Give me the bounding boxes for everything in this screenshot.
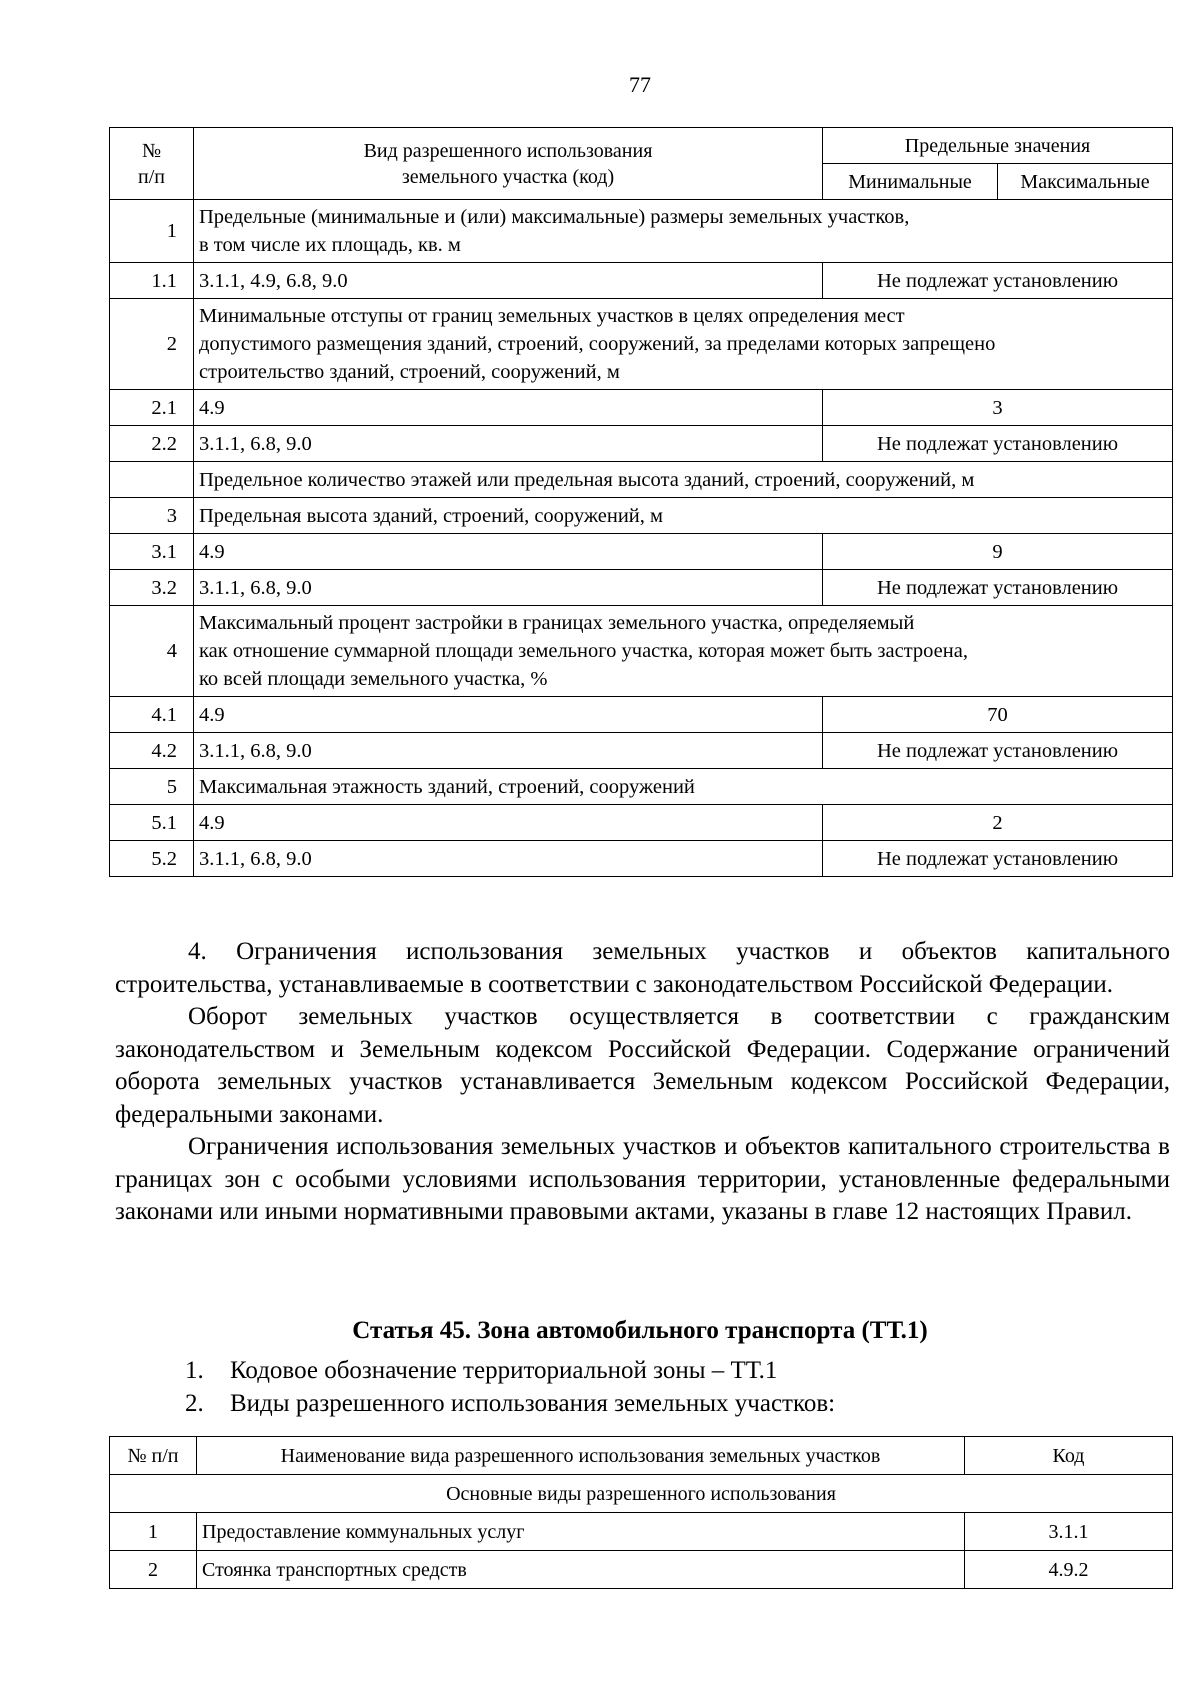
row-value: 3 — [823, 390, 1173, 426]
row-number: 2 — [110, 299, 194, 390]
limits-table — [109, 127, 1173, 877]
table-section-row — [110, 200, 1173, 263]
row-value: Не подлежат установлению — [823, 841, 1173, 877]
row-description: Предельные (минимальные и (или) максимальные) размеры земельных участков, в том числе их площадь, кв. м — [194, 200, 1173, 263]
table-section-row — [110, 299, 1173, 390]
row-number: 3.2 — [110, 570, 194, 606]
row-description: Предельная высота зданий, строений, сооружений, м — [194, 498, 1173, 534]
list-item-text: Виды разрешенного использования земельных участков: — [230, 1389, 836, 1417]
list-item-number: 2. — [185, 1389, 204, 1417]
table-row — [110, 697, 1173, 733]
list-item — [185, 1355, 835, 1388]
table-row — [110, 534, 1173, 570]
list-item — [185, 1388, 835, 1421]
row-number: 2 — [110, 1551, 197, 1589]
row-value: Не подлежат установлению — [823, 426, 1173, 462]
row-code: 4.9 — [194, 697, 823, 733]
header-cell-min: Минимальные — [823, 164, 998, 200]
row-code: 4.9 — [194, 805, 823, 841]
table-row — [110, 263, 1173, 299]
table-row — [110, 1551, 1173, 1589]
row-value: 70 — [823, 697, 1173, 733]
table-section-row — [110, 769, 1173, 805]
row-code: 4.9 — [194, 390, 823, 426]
section-title: Основные виды разрешенного использования — [110, 1475, 1173, 1513]
row-code: 3.1.1, 6.8, 9.0 — [194, 426, 823, 462]
table-header-row — [110, 1437, 1173, 1475]
header-cell-code: Код — [965, 1437, 1173, 1475]
row-value: Не подлежат установлению — [823, 733, 1173, 769]
header-cell-num: № п/п — [110, 128, 194, 200]
list-item-number: 1. — [185, 1357, 204, 1384]
table-section-row — [110, 606, 1173, 697]
page-number: 77 — [629, 72, 651, 97]
row-description: Максимальный процент застройки в границах земельного участка, определяемый как отношение суммарной площади земельного участка, которая может быть застроена, ко всей площади земельного участка, % — [194, 606, 1173, 697]
row-number: 4.1 — [110, 697, 194, 733]
table-section-row — [110, 498, 1173, 534]
list-item-text: Кодовое обозначение территориальной зоны – ТТ.1 — [230, 1357, 778, 1384]
row-number: 2.1 — [110, 390, 194, 426]
row-number: 4.2 — [110, 733, 194, 769]
row-value: 2 — [823, 805, 1173, 841]
row-code: 3.1.1, 6.8, 9.0 — [194, 733, 823, 769]
row-code: 3.1.1, 6.8, 9.0 — [194, 570, 823, 606]
paragraph: 4. Ограничения использования земельных участков и объектов капитального строительства, устанавливаемые в соответствии с законодательством Российской Федерации. — [115, 938, 1170, 998]
paragraph: Ограничения использования земельных участков и объектов капитального строительства в границах зон с особыми условиями использования территории, установленные федеральными законами или иными нормативными правовыми актами, указаны в главе 12 настоящих Правил. — [115, 1133, 1170, 1225]
row-code: 3.1.1 — [965, 1513, 1173, 1551]
header-cell-name: Наименование вида разрешенного использования земельных участков — [197, 1437, 965, 1475]
table-row — [110, 426, 1173, 462]
row-number: 1.1 — [110, 263, 194, 299]
row-name: Предоставление коммунальных услуг — [197, 1513, 965, 1551]
paragraph: Оборот земельных участков осуществляется в соответствии с гражданским законодательством и Земельным кодексом Российской Федерации. Содержание ограничений оборота земельных участков устанавливается Земельным кодексом Российской Федерации, федеральными законами. — [115, 1003, 1170, 1128]
row-number: 5.1 — [110, 805, 194, 841]
table-header-row — [110, 128, 1173, 164]
row-code: 4.9 — [194, 534, 823, 570]
table-section-row — [110, 462, 1173, 498]
table-row — [110, 733, 1173, 769]
header-cell-num: № п/п — [110, 1437, 197, 1475]
header-cell-type: Вид разрешенного использования земельного участка (код) — [194, 128, 823, 200]
table-row — [110, 841, 1173, 877]
body-text — [115, 936, 1170, 1229]
article-heading: Статья 45. Зона автомобильного транспорта (ТТ.1) — [352, 1317, 928, 1344]
row-number: 3 — [110, 498, 194, 534]
table-row — [110, 805, 1173, 841]
header-cell-max: Максимальные — [998, 164, 1173, 200]
row-number: 2.2 — [110, 426, 194, 462]
row-code: 4.9.2 — [965, 1551, 1173, 1589]
row-value: Не подлежат установлению — [823, 570, 1173, 606]
row-number: 1 — [110, 200, 194, 263]
row-number — [110, 462, 194, 498]
row-description: Предельное количество этажей или предельная высота зданий, строений, сооружений, м — [194, 462, 1173, 498]
row-code: 3.1.1, 4.9, 6.8, 9.0 — [194, 263, 823, 299]
header-cell-limits: Предельные значения — [823, 128, 1173, 164]
row-value: Не подлежат установлению — [823, 263, 1173, 299]
row-name: Стоянка транспортных средств — [197, 1551, 965, 1589]
row-description: Максимальная этажность зданий, строений, сооружений — [194, 769, 1173, 805]
numbered-list — [185, 1355, 835, 1420]
table-row — [110, 1513, 1173, 1551]
row-code: 3.1.1, 6.8, 9.0 — [194, 841, 823, 877]
permitted-use-table — [109, 1436, 1173, 1589]
row-description: Минимальные отступы от границ земельных участков в целях определения мест допустимого размещения зданий, строений, сооружений, за пределами которых запрещено строительство зданий, строений, сооружений, м — [194, 299, 1173, 390]
row-number: 5.2 — [110, 841, 194, 877]
row-number: 1 — [110, 1513, 197, 1551]
row-value: 9 — [823, 534, 1173, 570]
table-row — [110, 570, 1173, 606]
section-row — [110, 1475, 1173, 1513]
row-number: 4 — [110, 606, 194, 697]
table-row — [110, 390, 1173, 426]
row-number: 3.1 — [110, 534, 194, 570]
row-number: 5 — [110, 769, 194, 805]
